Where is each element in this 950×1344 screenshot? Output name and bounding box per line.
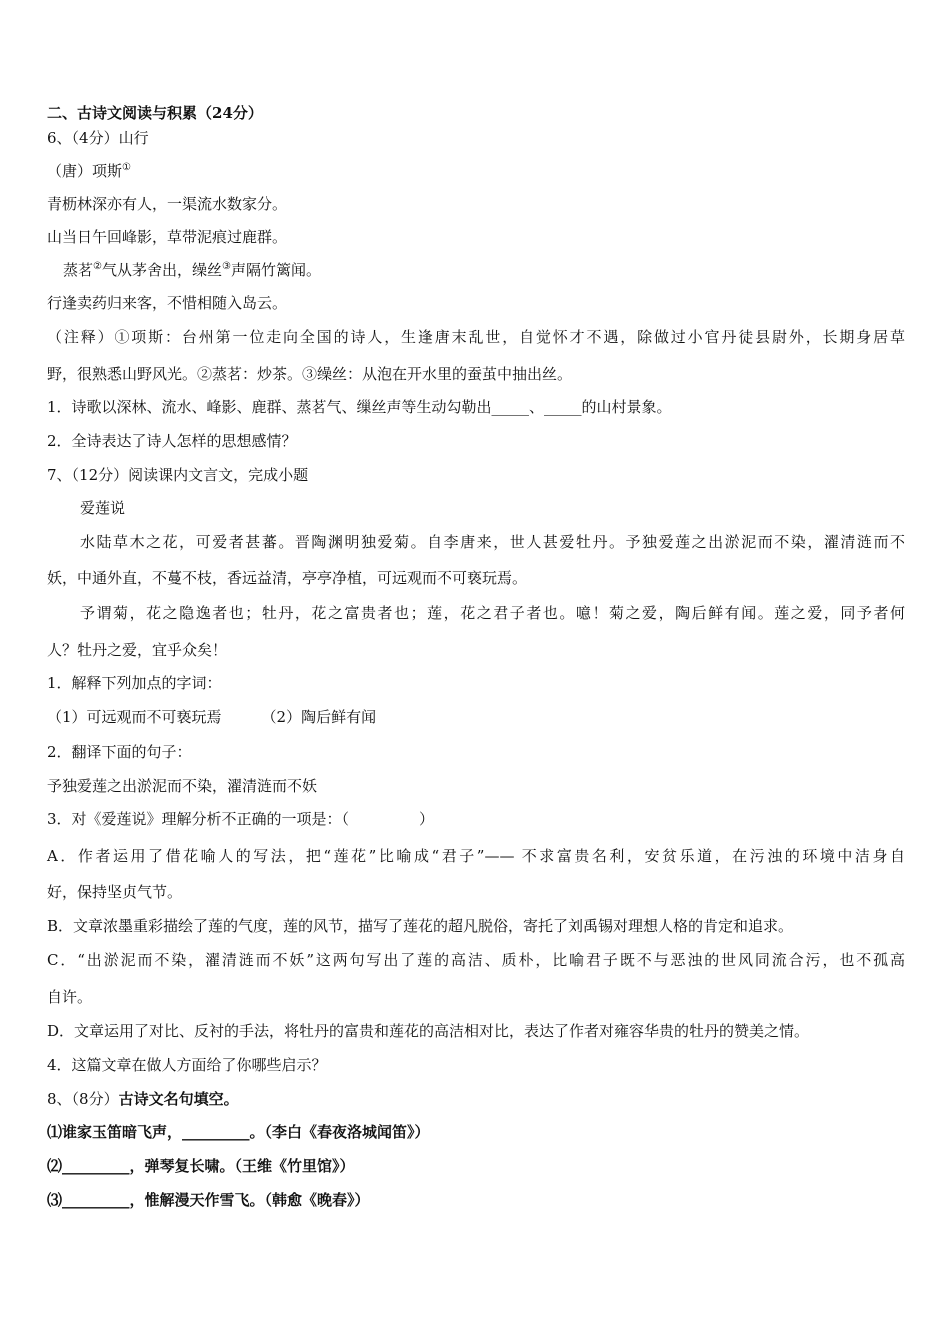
- q7-option-c-line-1: C．“出淤泥而不染，濯清涟而不妖”这两句写出了莲的高洁、质朴，比喻君子既不与恶浊的世风同流合污，也不孤高: [47, 951, 905, 969]
- q8-item-2: ⑵_________，弹琴复长啸。（王维《竹里馆》）: [47, 1157, 355, 1175]
- q7-option-d: D．文章运用了对比、反衬的手法，将牡丹的富贵和莲花的高洁相对比，表达了作者对雍容华贵的牡丹的赞美之情。: [47, 1022, 810, 1040]
- q7-option-a-line-1: A．作者运用了借花喻人的写法，把“莲花”比喻成“君子”—— 不求富贵名利，安贫乐道，在污浊的环境中洁身自: [47, 847, 905, 865]
- q7-essay-title: 爱莲说: [80, 499, 126, 517]
- q7-para1-line-1: 水陆草木之花，可爱者甚蕃。晋陶渊明独爱菊。自李唐来，世人甚爱牡丹。予独爱莲之出淤泥而不染，濯清涟而不: [80, 533, 905, 551]
- q6-sub-question-1: 1．诗歌以深林、流水、峰影、鹿群、蒸茗气、缫丝声等生动勾勒出_____、_____的山村景象。: [47, 398, 672, 416]
- q7-sub3-stem: 3．对《爱莲说》理解分析不正确的一项是：（: [47, 810, 350, 828]
- q6-author-note-mark: ①: [122, 162, 131, 173]
- q6-author-text: （唐）项斯: [47, 162, 123, 180]
- q7-para2-line-2: 人？牡丹之爱，宜乎众矣！: [47, 641, 228, 659]
- q7-sub3-close-paren: ）: [419, 810, 435, 828]
- q7-option-c-line-2: 自许。: [47, 988, 93, 1006]
- q6-line3-note-3: ③: [222, 261, 231, 272]
- q6-sub-question-2: 2．全诗表达了诗人怎样的思想感情？: [47, 432, 297, 450]
- q7-sub-question-3: [47, 809, 434, 829]
- q7-sub-question-1: 1．解释下列加点的字词：: [47, 674, 222, 692]
- q8-item-3: ⑶_________，惟解漫天作雪飞。（韩愈《晚春》）: [47, 1191, 370, 1209]
- q8-header: [47, 1089, 239, 1109]
- q6-note-line-1: （注释）①项斯：台州第一位走向全国的诗人，生逢唐末乱世，自觉怀才不遇，除做过小官丹徒县尉外，长期身居草: [47, 328, 905, 346]
- q7-sub-question-4: 4．这篇文章在做人方面给了你哪些启示？: [47, 1056, 327, 1074]
- section-title: 二、古诗文阅读与积累（24分）: [47, 104, 263, 122]
- q7-sub1-item-1: （1）可远观而不可亵玩焉: [47, 708, 222, 726]
- q6-line3-part-b: 气从茅舍出，缲丝: [101, 261, 222, 279]
- q7-sub1-items: [47, 707, 376, 727]
- q6-author: [47, 161, 131, 181]
- q6-line3-part-a: 蒸茗: [63, 261, 94, 279]
- q7-option-b: B．文章浓墨重彩描绘了莲的气度，莲的风节，描写了莲花的超凡脱俗，寄托了刘禹锡对理想人格的肯定和追求。: [47, 917, 794, 935]
- q6-poem-line-3: [63, 260, 321, 280]
- q7-sub2-sentence: 予独爱莲之出淤泥而不染，濯清涟而不妖: [47, 777, 318, 795]
- q6-poem-line-4: 行逢卖药归来客，不惜相随入岛云。: [47, 294, 288, 312]
- q7-sub-question-2: 2．翻译下面的句子：: [47, 743, 192, 761]
- q7-sub1-item-2: （2）陶后鲜有闻: [261, 708, 377, 726]
- q6-poem-line-2: 山当日午回峰影，草带泥痕过鹿群。: [47, 228, 288, 246]
- q7-para1-line-2: 妖，中通外直，不蔓不枝，香远益清，亭亭净植，可远观而不可亵玩焉。: [47, 569, 528, 587]
- q8-header-title: 古诗文名句填空。: [118, 1090, 239, 1108]
- q6-line3-part-c: 声隔竹篱闻。: [230, 261, 321, 279]
- q6-poem-line-1: 青枥林深亦有人，一渠流水数家分。: [47, 195, 288, 213]
- q6-note-line-2: 野，很熟悉山野风光。②蒸茗：炒茶。③缲丝：从泡在开水里的蚕茧中抽出丝。: [47, 365, 573, 383]
- q7-header: 7、（12分）阅读课内文言文，完成小题: [47, 466, 309, 484]
- q7-option-a-line-2: 好，保持坚贞气节。: [47, 883, 183, 901]
- q6-line3-note-2: ②: [93, 261, 102, 272]
- q8-header-number: 8、（8分）: [47, 1090, 119, 1108]
- q6-header: 6、（4分）山行: [47, 129, 149, 147]
- q8-item-1: ⑴谁家玉笛暗飞声，_________。（李白《春夜洛城闻笛》）: [47, 1123, 430, 1141]
- q7-para2-line-1: 予谓菊，花之隐逸者也；牡丹，花之富贵者也；莲，花之君子者也。噫！菊之爱，陶后鲜有闻。莲之爱，同予者何: [80, 604, 905, 622]
